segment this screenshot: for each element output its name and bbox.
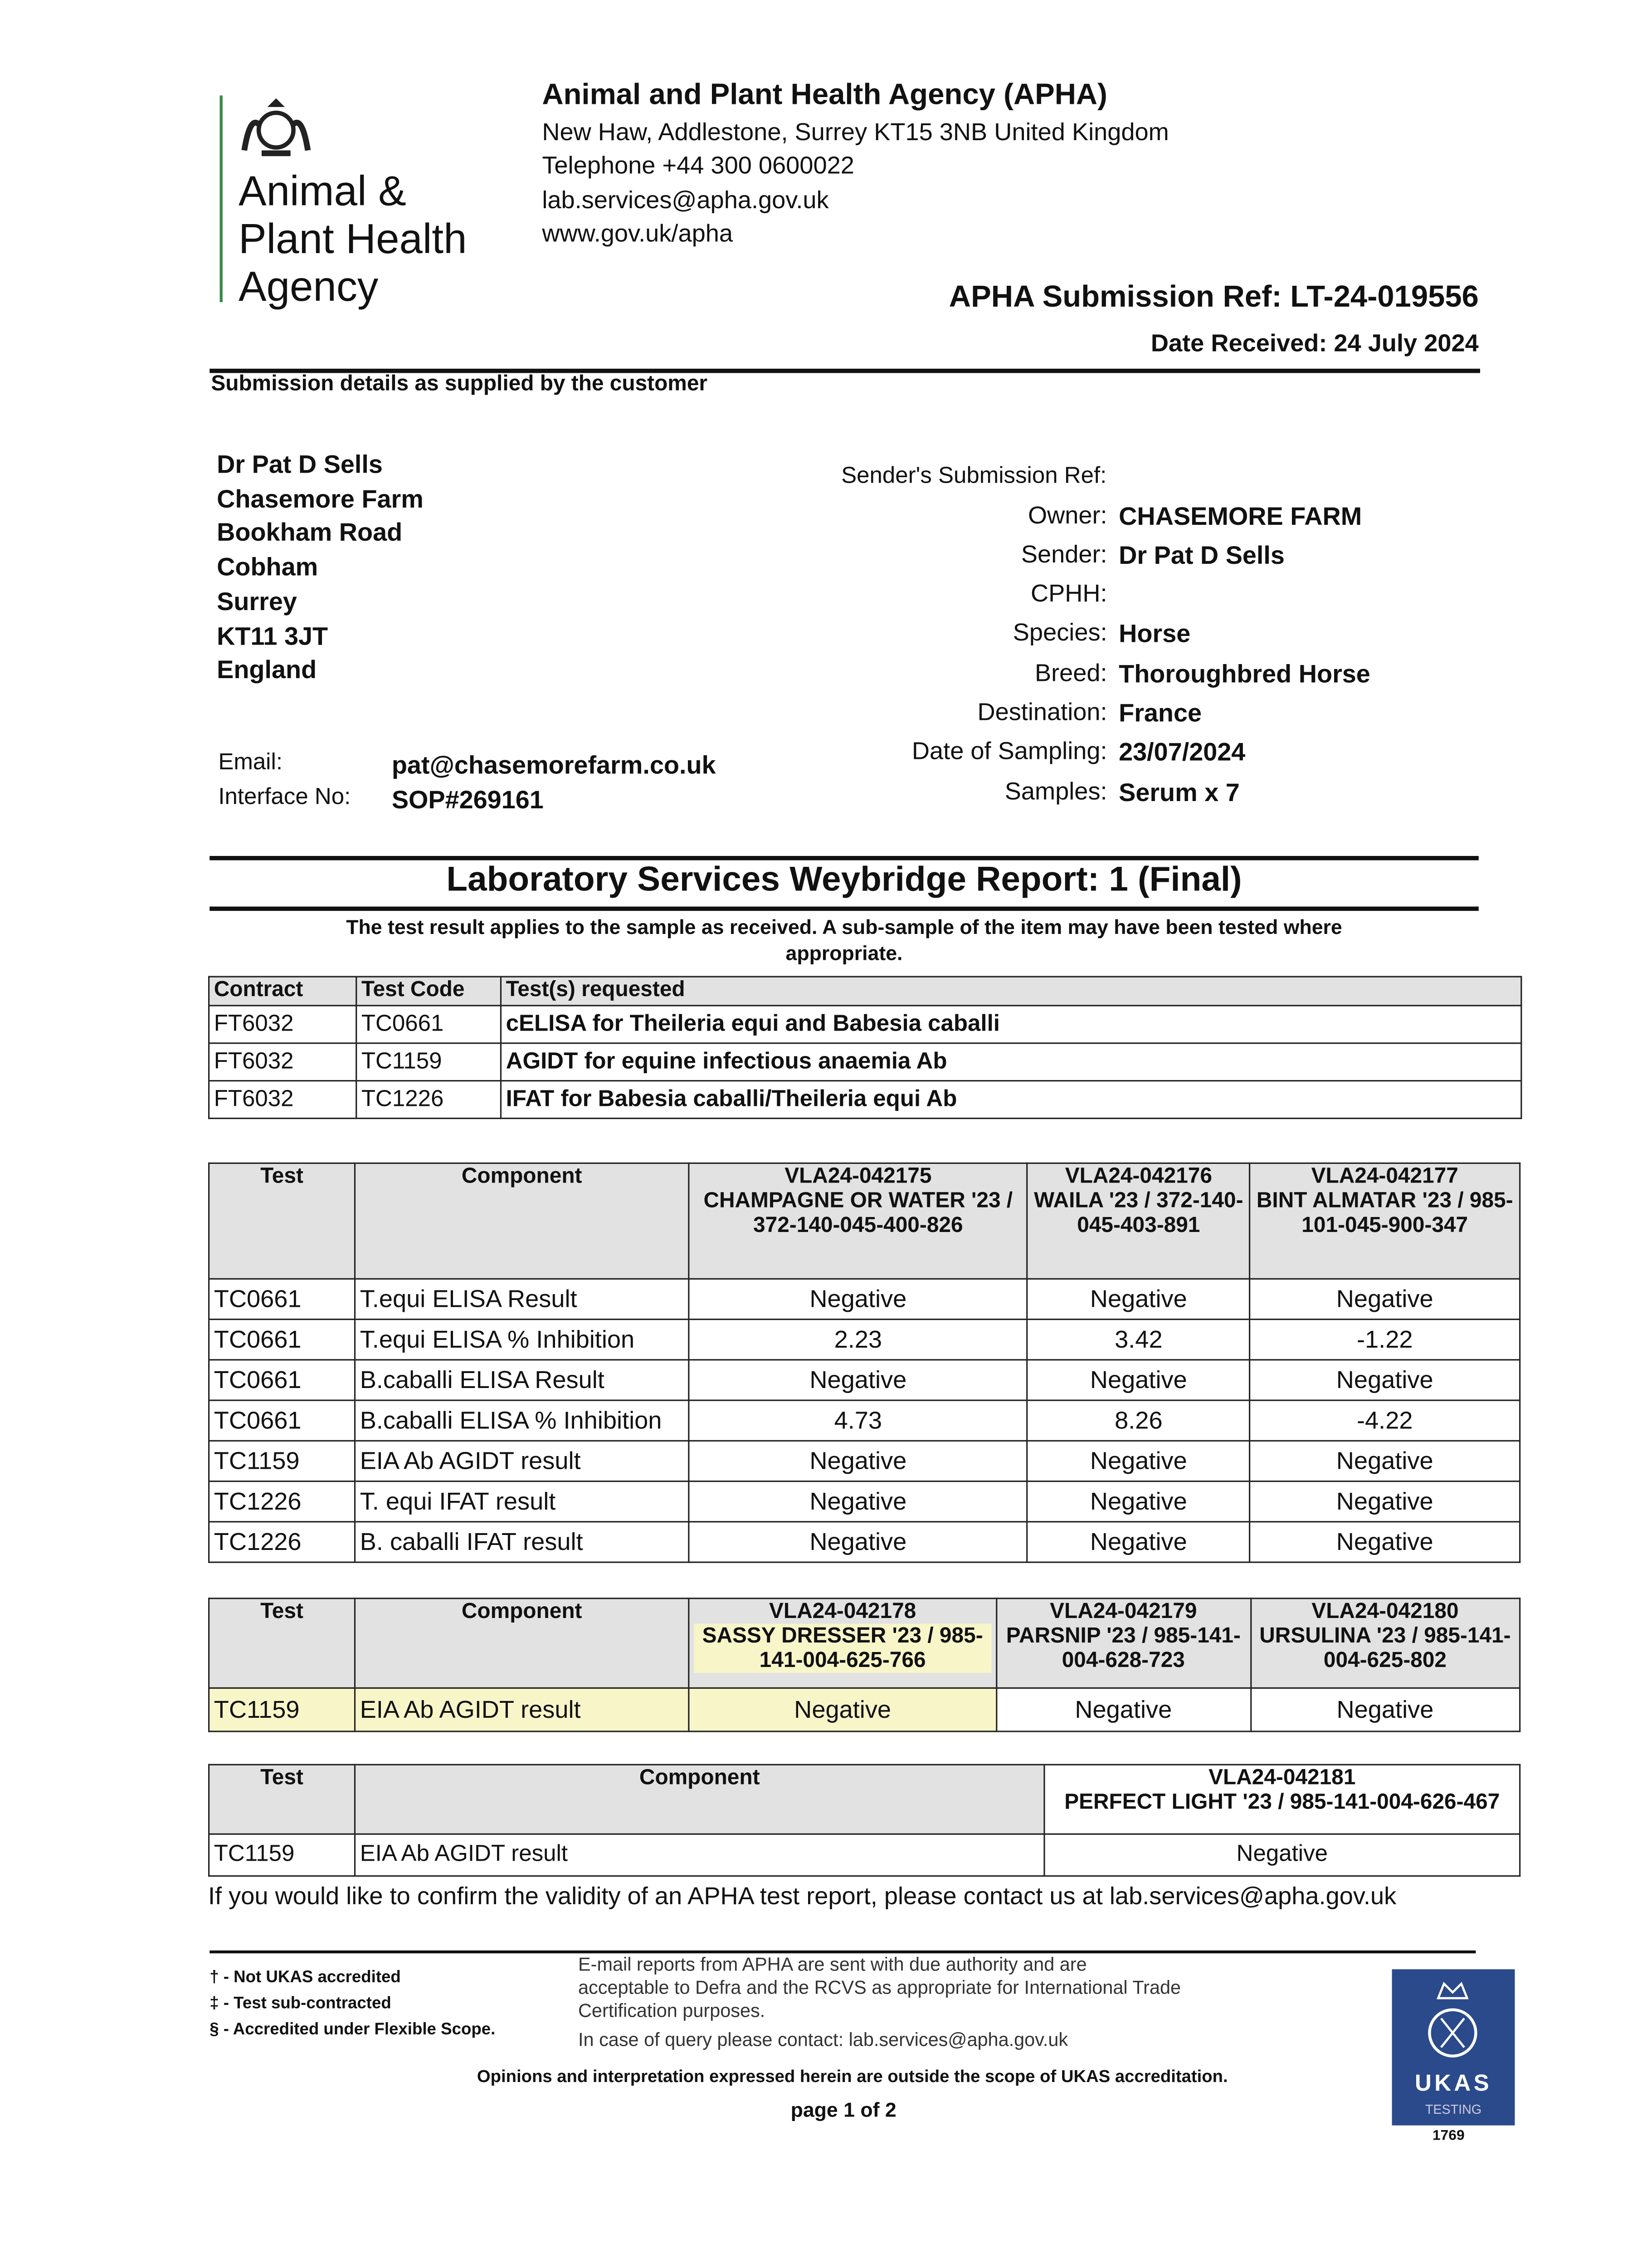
cell: 4.73: [689, 1400, 1028, 1441]
detail-sampling-date: 23/07/2024: [1119, 737, 1246, 767]
agency-website: www.gov.uk/apha: [542, 220, 733, 248]
col-header: Test: [209, 1598, 355, 1688]
cell: Negative: [1028, 1522, 1250, 1562]
cell: Negative: [1044, 1834, 1520, 1876]
detail-breed: Thoroughbred Horse: [1119, 659, 1370, 689]
detail-label: Sender's Submission Ref:: [841, 464, 1107, 489]
logo-text-line: Plant Health: [238, 217, 467, 264]
cell: FT6032: [209, 1081, 356, 1119]
cell: Negative: [1028, 1481, 1250, 1522]
table-row: [209, 1081, 1521, 1119]
agency-address: New Haw, Addlestone, Surrey KT15 3NB United Kingdom: [542, 118, 1169, 146]
results-table-2: [208, 1598, 1520, 1732]
customer-email: pat@chasemorefarm.co.uk: [391, 750, 716, 780]
sample-id: VLA24-042179: [1050, 1599, 1197, 1624]
table-row: [209, 1360, 1520, 1400]
cell: FT6032: [209, 1043, 356, 1081]
col-header: Component: [355, 1163, 689, 1279]
cell: T. equi IFAT result: [355, 1481, 689, 1522]
logo-text-line: Animal &: [238, 169, 406, 215]
footnote: ‡ - Test sub-contracted: [210, 1995, 391, 2013]
ukas-number: 1769: [1432, 2128, 1465, 2145]
sample-id: VLA24-042176: [1065, 1163, 1212, 1189]
cell: Negative: [689, 1522, 1028, 1562]
detail-label: Sender:: [1021, 541, 1107, 568]
cell: Negative: [1250, 1688, 1520, 1731]
sample-id: VLA24-042180: [1311, 1599, 1459, 1624]
divider: [210, 907, 1479, 911]
col-header: [996, 1598, 1250, 1688]
cell: 8.26: [1028, 1400, 1250, 1441]
ukas-name: UKAS: [1415, 2072, 1492, 2097]
interface-label: Interface No:: [218, 785, 351, 810]
col-header: [1028, 1163, 1250, 1279]
ukas-crown-icon: [1392, 1969, 1515, 2064]
sample-name: PERFECT LIGHT '23 / 985-141-004-626-467: [1064, 1790, 1500, 1815]
col-header: Component: [355, 1765, 1044, 1834]
cell: Negative: [689, 1688, 997, 1731]
cell: T.equi ELISA % Inhibition: [355, 1320, 689, 1360]
detail-owner: CHASEMORE FARM: [1119, 502, 1362, 531]
cell: cELISA for Theileria equi and Babesia caballi: [501, 1006, 1521, 1043]
detail-label: Breed:: [1034, 659, 1107, 687]
email-note-line: acceptable to Defra and the RCVS as appropriate for International Trade: [578, 1976, 1181, 1999]
cell: EIA Ab AGIDT result: [355, 1834, 1044, 1876]
interface-number: SOP#269161: [391, 785, 544, 814]
col-header: [689, 1163, 1028, 1279]
footnote: § - Accredited under Flexible Scope.: [210, 2021, 496, 2039]
results-table-1: [208, 1163, 1520, 1563]
col-header: Test: [209, 1163, 355, 1279]
cell: TC0661: [209, 1320, 355, 1360]
detail-label: Samples:: [1004, 777, 1107, 806]
cell: B.caballi ELISA Result: [355, 1360, 689, 1400]
cell: TC1226: [356, 1081, 501, 1119]
table-row: [209, 1688, 1520, 1731]
logo-divider: [220, 95, 223, 302]
cell: FT6032: [209, 1006, 356, 1043]
table-row: [209, 1043, 1521, 1081]
col-header: Test: [209, 1765, 355, 1834]
submission-ref: APHA Submission Ref: LT-24-019556: [949, 280, 1479, 314]
detail-label: Species:: [1013, 619, 1107, 646]
detail-label: CPHH:: [1030, 580, 1107, 607]
cell: Negative: [689, 1441, 1028, 1481]
detail-label: Destination:: [977, 698, 1107, 726]
table-row: [209, 1279, 1520, 1319]
cell: TC0661: [209, 1400, 355, 1441]
detail-sender: Dr Pat D Sells: [1119, 541, 1285, 570]
cell: T.equi ELISA Result: [355, 1279, 689, 1319]
logo-text-line: Agency: [238, 264, 379, 311]
report-note-line: The test result applies to the sample as received. A sub-sample of the item may have been tested where: [346, 915, 1342, 938]
email-note-line: Certification purposes.: [578, 1999, 765, 2022]
detail-label: Date of Sampling:: [911, 737, 1107, 765]
detail-species: Horse: [1119, 619, 1191, 648]
col-header: Contract: [209, 977, 356, 1006]
table-row: [209, 1320, 1520, 1360]
col-header: [1250, 1163, 1520, 1279]
customer-address: [217, 448, 424, 688]
cell: B.caballi ELISA % Inhibition: [355, 1400, 689, 1441]
email-note-line: E-mail reports from APHA are sent with due authority and are: [578, 1953, 1087, 1975]
col-header: [1250, 1598, 1520, 1688]
sample-name: SASSY DRESSER '23 / 985-141-004-625-766: [694, 1624, 991, 1673]
agency-telephone: Telephone +44 300 0600022: [542, 152, 854, 180]
query-note: In case of query please contact: lab.services@apha.gov.uk: [578, 2028, 1068, 2050]
sample-id: VLA24-042177: [1311, 1163, 1458, 1189]
cell: Negative: [1028, 1441, 1250, 1481]
sample-name: URSULINA '23 / 985-141-004-625-802: [1259, 1623, 1511, 1673]
cell: TC1159: [209, 1834, 355, 1876]
cell: Negative: [1250, 1481, 1520, 1522]
cell: 3.42: [1028, 1320, 1250, 1360]
cell: TC0661: [356, 1006, 501, 1043]
email-note: [578, 1953, 1181, 2023]
table-row: [209, 1834, 1520, 1876]
col-header: Test(s) requested: [501, 977, 1521, 1006]
page-number: page 1 of 2: [790, 2098, 897, 2121]
table-row: [209, 1400, 1520, 1441]
address-line: Surrey: [217, 587, 297, 616]
detail-label: Owner:: [1028, 502, 1107, 529]
address-line: Bookham Road: [217, 518, 403, 547]
address-line: Dr Pat D Sells: [217, 450, 383, 479]
cell: Negative: [996, 1688, 1250, 1731]
cell: IFAT for Babesia caballi/Theileria equi Ab: [501, 1081, 1521, 1119]
cell: Negative: [1028, 1279, 1250, 1319]
ukas-logo: [1392, 1969, 1515, 2125]
detail-samples: Serum x 7: [1119, 777, 1240, 807]
cell: TC1159: [209, 1441, 355, 1481]
address-line: England: [217, 655, 317, 684]
address-line: KT11 3JT: [217, 621, 328, 650]
table-row: [209, 1441, 1520, 1481]
cell: Negative: [1028, 1360, 1250, 1400]
opinions-note: Opinions and interpretation expressed herein are outside the scope of UKAS accreditation.: [477, 2066, 1228, 2087]
cell: B. caballi IFAT result: [355, 1522, 689, 1562]
agency-email: lab.services@apha.gov.uk: [542, 186, 829, 214]
cell: Negative: [1250, 1360, 1520, 1400]
col-header: Test Code: [356, 977, 501, 1006]
cell: Negative: [1250, 1441, 1520, 1481]
cell: TC1226: [209, 1522, 355, 1562]
col-header: Component: [355, 1598, 689, 1688]
cell: TC0661: [209, 1360, 355, 1400]
cell: EIA Ab AGIDT result: [355, 1688, 689, 1731]
results-table-3: [208, 1764, 1520, 1877]
cell: Negative: [1250, 1279, 1520, 1319]
tests-requested-table: [208, 976, 1522, 1119]
col-header: [1044, 1765, 1520, 1834]
cell: TC0661: [209, 1279, 355, 1319]
cell: Negative: [1250, 1522, 1520, 1562]
cell: Negative: [689, 1279, 1028, 1319]
address-line: Cobham: [217, 552, 318, 582]
cell: -4.22: [1250, 1400, 1520, 1441]
cell: EIA Ab AGIDT result: [355, 1441, 689, 1481]
table-row: [209, 1006, 1521, 1043]
sample-name: WAILA '23 / 372-140-045-403-891: [1034, 1188, 1243, 1238]
table-row: [209, 1522, 1520, 1562]
footnote: † - Not UKAS accredited: [210, 1969, 401, 1987]
sample-name: PARSNIP '23 / 985-141-004-628-723: [1006, 1623, 1241, 1673]
sample-id: VLA24-042181: [1208, 1765, 1356, 1790]
report-note: [210, 914, 1479, 966]
cell: 2.23: [689, 1320, 1028, 1360]
cell: Negative: [689, 1360, 1028, 1400]
agency-name: Animal and Plant Health Agency (APHA): [542, 78, 1107, 112]
cell: Negative: [689, 1481, 1028, 1522]
report-title: Laboratory Services Weybridge Report: 1 (Final): [446, 860, 1242, 899]
report-note-line: appropriate.: [785, 941, 903, 965]
cell: TC1159: [209, 1688, 355, 1731]
sample-name: CHAMPAGNE OR WATER '23 / 372-140-045-400-826: [703, 1188, 1013, 1238]
sample-id: VLA24-042178: [769, 1599, 916, 1624]
royal-crest-icon: [239, 95, 314, 159]
cell: AGIDT for equine infectious anaemia Ab: [501, 1043, 1521, 1081]
detail-destination: France: [1119, 698, 1202, 728]
col-header: [689, 1598, 997, 1688]
sample-id: VLA24-042175: [784, 1163, 932, 1189]
sample-name: BINT ALMATAR '23 / 985-101-045-900-347: [1256, 1188, 1513, 1238]
table-row: [209, 1481, 1520, 1522]
cell: TC1226: [209, 1481, 355, 1522]
cell: -1.22: [1250, 1320, 1520, 1360]
validity-note: If you would like to confirm the validity of an APHA test report, please contact us at lab.services@apha.gov.uk: [208, 1882, 1397, 1910]
address-line: Chasemore Farm: [217, 484, 424, 513]
footnotes: [210, 1965, 495, 2043]
date-received: Date Received: 24 July 2024: [1150, 329, 1479, 357]
ukas-sub: TESTING: [1425, 2102, 1482, 2117]
email-label: Email:: [218, 750, 283, 775]
cell: TC1159: [356, 1043, 501, 1081]
submission-heading: Submission details as supplied by the customer: [211, 371, 708, 396]
divider: [210, 856, 1479, 860]
